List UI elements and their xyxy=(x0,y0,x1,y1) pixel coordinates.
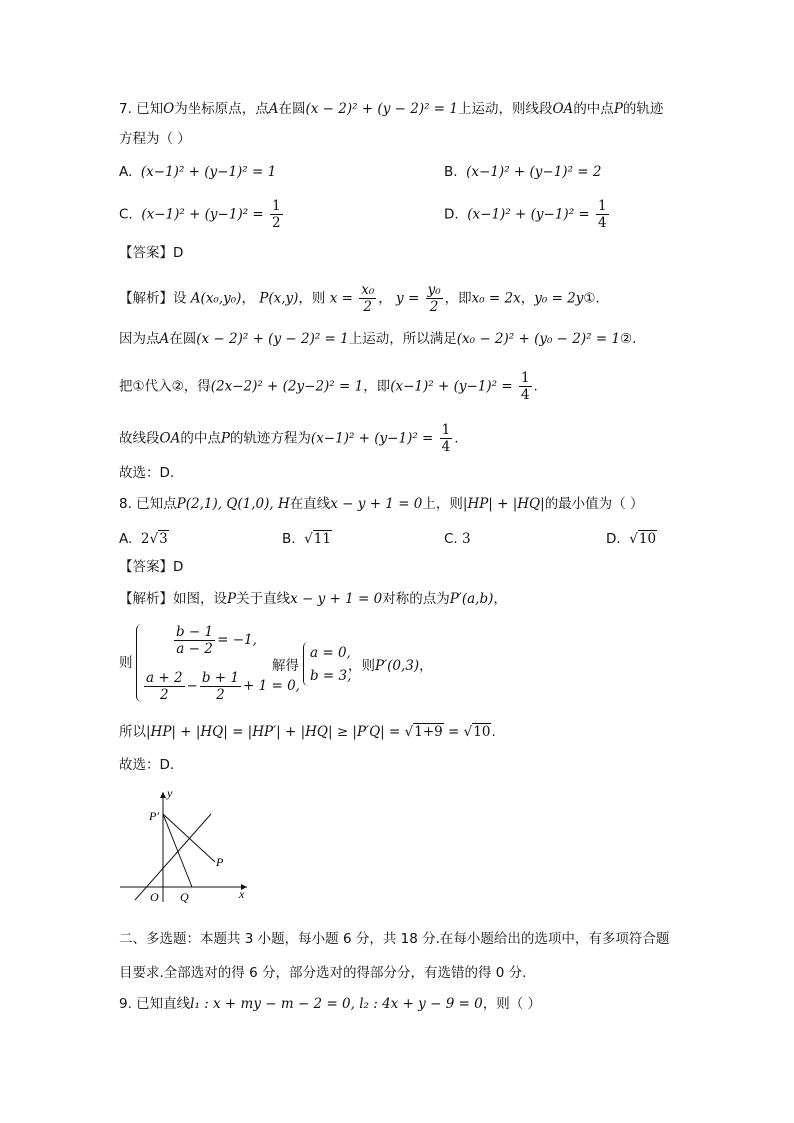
fraction-denominator: 2 xyxy=(363,299,373,315)
points: P(2,1), Q(1,0), H xyxy=(176,496,290,512)
text: ②. xyxy=(620,331,637,347)
fraction-denominator: 4 xyxy=(441,439,451,455)
math: P(x,y) xyxy=(259,290,299,307)
operator: − xyxy=(186,678,198,694)
label-P: P xyxy=(216,855,224,869)
q7-stem-text: 7. 已知 xyxy=(119,101,164,117)
distance-expression: |HP| + |HQ| xyxy=(462,496,545,512)
q7-analysis-line2 xyxy=(119,329,636,349)
segment-P-prime-Q xyxy=(163,814,192,887)
text: 在圆 xyxy=(169,331,197,347)
q8-analysis-so xyxy=(119,722,496,742)
label-x: x xyxy=(239,887,245,901)
analysis-label: 【解析】 xyxy=(119,290,173,307)
q7-option-a xyxy=(119,162,276,182)
sqrt-sign: √ xyxy=(304,531,313,547)
text: . xyxy=(533,378,538,395)
operator: = xyxy=(448,724,460,740)
fraction xyxy=(174,624,215,657)
segment-OA: OA xyxy=(552,101,574,117)
q8-stem-text: 上，则 xyxy=(422,496,463,512)
math: (x − 2)² + (y − 2)² = 1 xyxy=(196,331,349,347)
q7-conclusion: 故选：D. xyxy=(119,465,175,481)
circle-equation: (x − 2)² + (y − 2)² = 1 xyxy=(305,101,458,117)
math: (x₀ − 2)² + (y₀ − 2)² = 1 xyxy=(456,331,621,347)
fraction-denominator: a − 2 xyxy=(176,641,213,657)
label-y: y xyxy=(167,786,173,800)
fraction-numerator: b + 1 xyxy=(201,670,239,686)
fraction-numerator: y₀ xyxy=(427,282,441,298)
math: y₀ = 2y xyxy=(534,290,584,307)
sqrt-sign: √ xyxy=(463,724,473,740)
option-equation: (x−1)² + (y−1)² = xyxy=(141,206,264,223)
q8-conclusion: 故选：D. xyxy=(119,757,175,773)
text: 的中点 xyxy=(180,430,221,447)
point-P-prime: P′(0,3) xyxy=(375,658,420,674)
label-P-prime: P′ xyxy=(149,809,159,823)
text: ， xyxy=(520,290,535,307)
q7-stem-text: 为坐标原点，点 xyxy=(174,101,269,117)
q8-answer: 【答案】D xyxy=(119,559,184,575)
equation-rhs: + 1 = 0, xyxy=(242,678,300,694)
fraction xyxy=(359,282,376,315)
q8-option-a xyxy=(119,529,169,549)
q7-stem-text: 在圆 xyxy=(278,101,306,117)
q9-stem xyxy=(119,994,541,1014)
text: 因为点 xyxy=(119,331,160,347)
equation-rhs: = −1, xyxy=(217,632,257,648)
option-label: B. xyxy=(282,531,296,547)
fraction-denominator: 2 xyxy=(272,215,281,231)
q7-stem-text: 的中点 xyxy=(573,101,614,117)
label-Q: Q xyxy=(180,890,189,904)
fraction-numerator: b − 1 xyxy=(176,624,214,640)
q7-analysis-line4 xyxy=(119,422,459,455)
text: 关于直线 xyxy=(236,591,291,607)
q7-option-c xyxy=(119,198,285,231)
section2-line2: 目要求.全部选对的得 6 分，部分选对的得部分分，有选错的得 0 分. xyxy=(119,965,527,981)
option-label: D. xyxy=(606,531,621,547)
option-equation: (x−1)² + (y−1)² = 1 xyxy=(140,164,277,180)
solution-b: b = 3, xyxy=(310,668,352,684)
math: x = xyxy=(329,290,353,307)
math: (x−1)² + (y−1)² = xyxy=(390,378,513,395)
q8-analysis-line1 xyxy=(119,589,507,609)
fraction-numerator: 1 xyxy=(441,422,451,438)
distance-expression: |HP| + |HQ| = |HP′| + |HQ| ≥ |P′Q| = xyxy=(146,724,401,740)
text: 把①代入②，得 xyxy=(119,378,211,395)
q8-stem-text: 的最小值为（ ） xyxy=(544,496,644,512)
q8-option-d xyxy=(606,529,657,549)
q7-option-b xyxy=(444,162,601,182)
system-eq1 xyxy=(172,624,257,657)
fraction-numerator: 1 xyxy=(598,198,607,214)
text: ， xyxy=(419,658,433,674)
segment-OA: OA xyxy=(159,430,181,447)
line-equations: l₁ : x + my − m − 2 = 0, l₂ : 4x + y − 9 = 0 xyxy=(190,996,483,1012)
geometry-figure xyxy=(115,782,255,907)
q9-stem-text: 9. 已知直线 xyxy=(119,996,191,1012)
q8-option-c xyxy=(444,529,471,549)
text: ①. xyxy=(583,290,600,307)
text: . xyxy=(491,724,496,740)
text: ，则 xyxy=(348,658,375,674)
text: 设 xyxy=(173,290,187,307)
q8-stem-text: 在直线 xyxy=(289,496,331,512)
section2-line1: 二、多选题：本题共 3 小题，每小题 6 分，共 18 分.在每小题给出的选项中，有多项符合题 xyxy=(119,931,670,947)
option-label: D. xyxy=(444,206,459,223)
fraction xyxy=(200,670,241,703)
q8-stem xyxy=(119,494,643,514)
solution-point xyxy=(348,656,433,676)
left-brace xyxy=(303,642,310,686)
option-label: A. xyxy=(119,164,133,180)
fraction xyxy=(440,422,453,455)
math: (2x−2)² + (2y−2)² = 1 xyxy=(210,378,364,395)
q7-option-d xyxy=(444,198,611,231)
q7-analysis-line1 xyxy=(119,282,600,315)
fraction xyxy=(596,198,609,231)
q9-stem-text: ，则（ ） xyxy=(482,996,542,1012)
math: (x−1)² + (y−1)² = xyxy=(310,430,434,447)
radicand: 1+9 xyxy=(414,724,443,740)
text: 所以 xyxy=(119,724,146,740)
option-equation: (x−1)² + (y−1)² = 2 xyxy=(466,164,602,180)
fraction-denominator: 2 xyxy=(429,299,439,315)
option-label: C. xyxy=(444,531,458,547)
text: . xyxy=(454,430,459,447)
fraction-numerator: 1 xyxy=(520,370,530,386)
point-P: P xyxy=(613,101,623,117)
solution-a: a = 0, xyxy=(310,645,351,661)
point-P: P xyxy=(220,430,230,447)
q8-option-b xyxy=(282,529,332,549)
option-value: 2 xyxy=(140,531,150,547)
radicand: 10 xyxy=(473,724,491,740)
fraction xyxy=(519,370,532,403)
fraction xyxy=(270,198,283,231)
text: ，即 xyxy=(444,290,472,307)
line-equation: x − y + 1 = 0 xyxy=(290,591,383,607)
label-O: O xyxy=(150,890,159,904)
sqrt-sign: √ xyxy=(629,531,638,547)
q7-stem-line1 xyxy=(119,99,663,119)
fraction-denominator: 2 xyxy=(159,687,169,703)
option-label: B. xyxy=(444,164,458,180)
fraction-denominator: 2 xyxy=(216,687,225,703)
text: 对称的点为 xyxy=(382,591,450,607)
point-O: O xyxy=(163,101,175,117)
math: A(x₀,y₀) xyxy=(190,290,242,307)
analysis-label: 【解析】 xyxy=(119,591,173,607)
q8-stem-text: 8. 已知点 xyxy=(119,496,177,512)
solve-label: 解得 xyxy=(272,658,299,674)
math: x₀ = 2x xyxy=(471,290,521,307)
radicand: 11 xyxy=(313,531,331,547)
fraction-numerator: a + 2 xyxy=(146,670,183,686)
sqrt-sign: √ xyxy=(149,531,159,547)
text: ， xyxy=(378,290,392,307)
option-equation: (x−1)² + (y−1)² = xyxy=(467,206,590,223)
segment-P-prime-P xyxy=(163,814,215,862)
option-value: 3 xyxy=(462,531,471,547)
point-A: A xyxy=(159,331,170,347)
point-A: A xyxy=(268,101,279,117)
fraction-numerator: 1 xyxy=(272,198,281,214)
fraction-denominator: 4 xyxy=(598,215,607,231)
point-P: P xyxy=(227,591,237,607)
text: 上运动，所以满足 xyxy=(348,331,457,347)
option-label: C. xyxy=(119,206,133,223)
text: 如图，设 xyxy=(173,591,227,607)
text: ， xyxy=(241,290,255,307)
radicand: 3 xyxy=(159,531,168,547)
text: ，则 xyxy=(298,290,326,307)
radicand: 10 xyxy=(638,531,657,547)
fraction xyxy=(144,670,185,703)
math: y = xyxy=(396,290,420,307)
q7-analysis-line3 xyxy=(119,370,538,403)
fraction-denominator: 4 xyxy=(520,387,530,403)
option-label: A. xyxy=(119,531,133,547)
text: ，即 xyxy=(363,378,391,395)
q7-stem-line2: 方程为（ ） xyxy=(119,131,191,147)
fraction-numerator: x₀ xyxy=(361,282,375,298)
fraction xyxy=(426,282,443,315)
line-equation: x − y + 1 = 0 xyxy=(330,496,423,512)
point-P-prime: P′(a,b) xyxy=(449,591,494,607)
system-then: 则 xyxy=(119,655,133,671)
q7-stem-text: 上运动，则线段 xyxy=(457,101,553,117)
text: 的轨迹方程为 xyxy=(229,430,311,447)
text: ， xyxy=(493,591,507,607)
q7-answer: 【答案】D xyxy=(119,245,184,261)
text: 故线段 xyxy=(119,430,160,447)
sqrt-sign: √ xyxy=(404,724,414,740)
q7-stem-text: 的轨迹 xyxy=(622,101,664,117)
